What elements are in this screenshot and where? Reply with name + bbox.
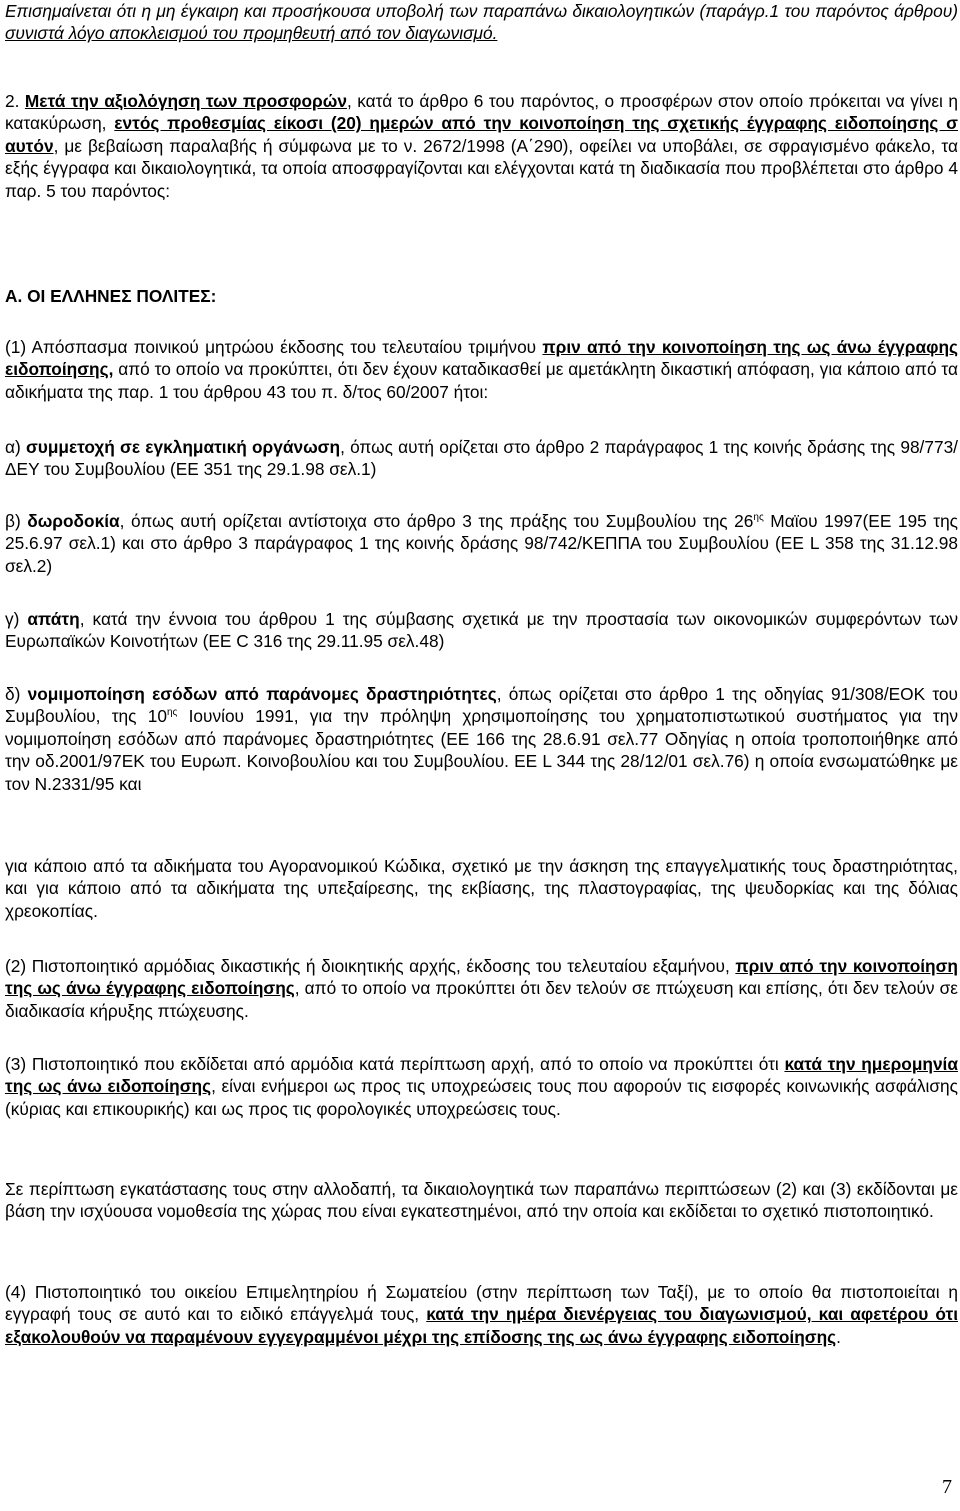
item-3-bold: κατά την ημερομηνία της ως άνω ειδοποίησης <box>5 1054 958 1097</box>
item-a-bold: συμμετοχή σε εγκληματική οργάνωση <box>25 437 341 457</box>
item-c-text: , κατά την έννοια του άρθρου 1 της σύμβασης σχετικά με την προστασία των οικονομικών συμφερόντων των Ευρωπαϊκών Κοινοτήτων (ΕΕ C 316 της 29.11.95 σελ.48) <box>5 609 958 652</box>
item-3-paragraph <box>5 1053 958 1120</box>
intro-text: Επισημαίνεται ότι η μη έγκαιρη και προσήκουσα υποβολή των παραπάνω δικαιολογητικών (παράγρ.1 του παρόντος άρθρου) <box>5 1 958 21</box>
item-d-bold: νομιμοποίηση εσόδων από παράνομες δραστηριότητες <box>27 684 497 704</box>
item-2-text-2: , από το οποίο να προκύπτει ότι δεν τελούν σε πτώχευση και επίσης, ότι δεν τελούν σε διαδικασία κήρυξης πτώχευσης. <box>5 978 959 1021</box>
item-a-text: , όπως αυτή ορίζεται στο άρθρο 2 παράγραφος 1 της κοινής δράσης της 98/773/ΔΕΥ του Συμβουλίου (ΕΕ 351 της 29.1.98 σελ.1) <box>5 437 958 480</box>
item-2-bold: πριν από την κοινοποίηση της ως άνω έγγραφης ειδοποίησης <box>5 956 958 999</box>
item-d-label: δ) <box>5 684 28 704</box>
item-b-superscript: ης <box>753 512 764 523</box>
item-a-label: α) <box>5 437 26 457</box>
section-2-paragraph <box>5 90 958 202</box>
other-offences-paragraph: για κάποιο από τα αδικήματα του Αγορανομικού Κώδικα, σχετικό με την άσκηση της επαγγελματικής τους δραστηριότητας, και για κάποιο από τα αδικήματα της υπεξαίρεσης, της εκβίασης, της πλαστογραφίας, της ψευδορκίας και της δόλιας χρεοκοπίας. <box>5 856 958 921</box>
item-b-text-1: , όπως αυτή ορίζεται αντίστοιχα στο άρθρο 3 της πράξης του Συμβουλίου της 26 <box>119 511 754 531</box>
item-d-paragraph <box>5 683 958 795</box>
item-1-text-2: από το οποίο να προκύπτει, ότι δεν έχουν καταδικασθεί με αμετάκλητη δικαστική απόφαση, για κάποιο από τα αδικήματα της παρ. 1 του άρθρου 43 του π. δ/τος 60/2007 ήτοι: <box>5 359 958 402</box>
item-4-text-1: (4) Πιστοποιητικό του οικείου Επιμελητηρίου ή Σωματείου (στην περίπτωση των Ταξί), με το οποίο θα πιστοποιείται η εγγραφή τους σε αυτό και το ειδικό επάγγελμά τους, <box>5 1282 958 1325</box>
heading-greek-citizens: Α. ΟΙ ΕΛΛΗΝΕΣ ΠΟΛΙΤΕΣ: <box>5 286 217 306</box>
section-2-text-2: , με βεβαίωση παραλαβής ή σύμφωνα με το ν. 2672/1998 (Α΄290), οφείλει να υποβάλει, σε σφραγισμένο φάκελο, τα εξής έγγραφα και δικαιολογητικά, τα οποία αποσφραγίζονται και ελέγχονται κατά τη διαδικασία που προβλέπεται στο άρθρο 4 παρ. 5 του παρόντος: <box>5 135 958 201</box>
item-3-text-1: (3) Πιστοποιητικό που εκδίδεται από αρμόδια κατά περίπτωση αρχή, από το οποίο να προκύπτει ότι <box>5 1054 785 1074</box>
item-b-bold: δωροδοκία <box>27 511 120 531</box>
intro-paragraph <box>5 0 958 45</box>
item-1-text-1: (1) Απόσπασμα ποινικού μητρώου έκδοσης του τελευταίου τριμήνου <box>5 337 543 357</box>
item-1-bold: πριν από την κοινοποίηση της ως άνω έγγραφης ειδοποίησης, <box>5 337 958 380</box>
item-c-bold: απάτη <box>27 609 80 629</box>
item-1-paragraph <box>5 336 958 403</box>
item-b-text-2: Μαϊου 1997(ΕΕ 195 της 25.6.97 σελ.1) και στο άρθρο 3 παράγραφος 1 της κοινής δράσης 98/742/ΚΕΠΠΑ του Συμβουλίου (ΕΕ L 358 της 31.12.98 σελ.2) <box>5 511 959 576</box>
section-2-number: 2. <box>5 91 25 111</box>
section-2-text-1: , κατά το άρθρο 6 του παρόντος, ο προσφέρων στον οποίο πρόκειται να γίνει η κατακύρωση, <box>5 91 958 134</box>
item-d-text-2: Ιουνίου 1991, για την πρόληψη χρησιμοποίησης του χρηματοπιστωτικού συστήματος για την νομιμοποίηση εσόδων από παράνομες δραστηριότητες (ΕΕ 166 της 28.6.91 σελ.77 Οδηγίας η οποία τροποποιήθηκε από την οδ.2001/97ΕΚ του Ευρωπ. Κοινοβουλίου και του Συμβουλίου. ΕΕ L 344 της 28/12/01 σελ.76) η οποία ενσωματώθηκε με τον Ν.2331/95 και <box>5 706 958 794</box>
page-number: 7 <box>942 1476 952 1498</box>
item-2-paragraph <box>5 955 958 1022</box>
item-d-superscript: ης <box>166 707 178 719</box>
item-a-paragraph <box>5 436 958 481</box>
item-2-text-1: (2) Πιστοποιητικό αρμόδιας δικαστικής ή διοικητικής αρχής, έκδοσης του τελευταίου εξαμήνου, <box>5 956 736 976</box>
item-4-bold: κατά την ημέρα διενέργειας του διαγωνισμού, και αφετέρου ότι εξακολουθούν να παραμένουν εγγεγραμμένοι μέχρι της επίδοσης της ως άνω έγγραφης ειδοποίησης <box>5 1304 958 1347</box>
item-4-paragraph <box>5 1281 958 1348</box>
item-4-text-2: . <box>836 1326 841 1347</box>
section-2-bold-1: Μετά την αξιολόγηση των προσφορών <box>24 91 347 111</box>
item-b-label: β) <box>5 511 28 531</box>
section-2-bold-2: εντός προθεσμίας είκοσι (20) ημερών από την κοινοποίηση της σχετικής έγγραφης ειδοποίησης σ αυτόν <box>5 113 958 156</box>
item-d-text-1: , όπως ορίζεται στο άρθρο 1 της οδηγίας 91/308/ΕΟΚ του Συμβουλίου, της 10 <box>5 684 958 727</box>
intro-underlined-text: συνιστά λόγο αποκλεισμού του προμηθευτή από τον διαγωνισμό. <box>5 23 498 44</box>
item-c-paragraph <box>5 608 958 653</box>
item-b-paragraph <box>5 510 958 577</box>
item-3-text-2: , είναι ενήμεροι ως προς τις υποχρεώσεις τους που αφορούν τις εισφορές κοινωνικής ασφάλισης (κύριας και επικουρικής) και ως προς τις φορολογικές υποχρεώσεις τους. <box>5 1076 958 1119</box>
foreign-establishment-paragraph: Σε περίπτωση εγκατάστασης τους στην αλλοδαπή, τα δικαιολογητικά των παραπάνω περιπτώσεων (2) και (3) εκδίδονται με βάση την ισχύουσα νομοθεσία της χώρας που είναι εγκατεστημένοι, από την οποία και εκδίδεται το σχετικό πιστοποιητικό. <box>5 1179 958 1222</box>
item-c-label: γ) <box>5 609 28 629</box>
